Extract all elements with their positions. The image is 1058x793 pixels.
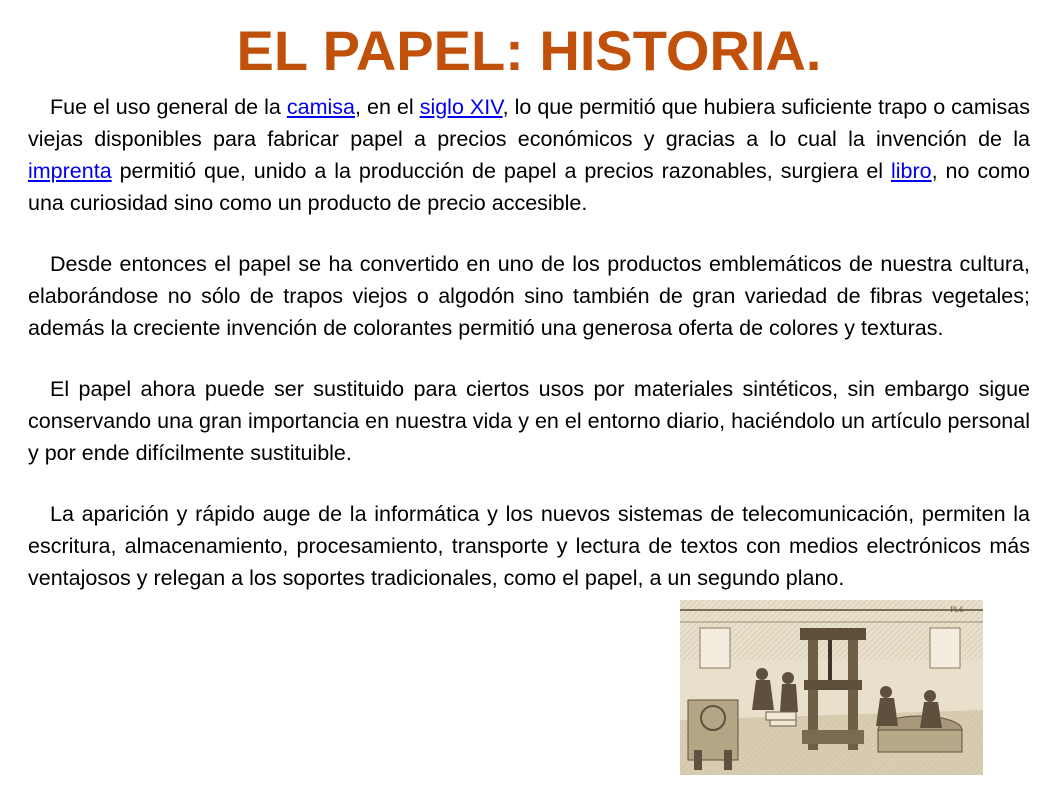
papermaking-workshop-icon (680, 600, 983, 775)
paragraph-text: Fue el uso general de la (50, 95, 287, 119)
paragraph (28, 498, 1030, 594)
paragraph (28, 91, 1030, 219)
paragraph-text: permitió que, unido a la producción de papel a precios razonables, surgiera el (111, 159, 891, 183)
hyperlink-imprenta[interactable]: imprenta (28, 159, 112, 183)
hyperlink-camisa[interactable]: camisa (286, 95, 356, 119)
paragraph-text: , no como una curiosidad sino como un producto de precio accesible. (28, 159, 1030, 215)
paragraph-text: , en el (355, 95, 420, 119)
paragraph-text: El papel ahora puede ser sustituido para ciertos usos por materiales sintéticos, sin embargo sigue conservando una gran importancia en nuestra vida y en el entorno diario, haciéndolo un artículo personal y por ende difícilmente sustituible. (28, 377, 1030, 465)
plate-mark: Pl.6 (950, 606, 964, 614)
papermaking-engraving-image (680, 600, 983, 775)
hyperlink-siglo-xiv[interactable]: siglo XIV (419, 95, 503, 119)
slide-title: EL PAPEL: HISTORIA. (236, 19, 822, 82)
paragraph (28, 373, 1030, 469)
paragraph-text: , lo que permitió que hubiera suficiente trapo o camisas viejas disponibles para fabricar papel a precios económicos y gracias a lo cual la invención de la (28, 95, 1031, 151)
hyperlink-libro[interactable]: libro (891, 159, 932, 183)
body-text (28, 91, 1030, 623)
paragraph-text: Desde entonces el papel se ha convertido en uno de los productos emblemáticos de nuestra cultura, elaborándose no sólo de trapos viejos o algodón sino también de gran variedad de fibras vegetales; además la creciente invención de colorantes permitió una generosa oferta de colores y texturas. (28, 252, 1030, 340)
paragraph (28, 248, 1030, 344)
paragraph-text: La aparición y rápido auge de la informática y los nuevos sistemas de telecomunicación, permiten la escritura, almacenamiento, procesamiento, transporte y lectura de textos con medios electrónicos más ventajosos y relegan a los soportes tradicionales, como el papel, a un segundo plano. (28, 502, 1030, 590)
